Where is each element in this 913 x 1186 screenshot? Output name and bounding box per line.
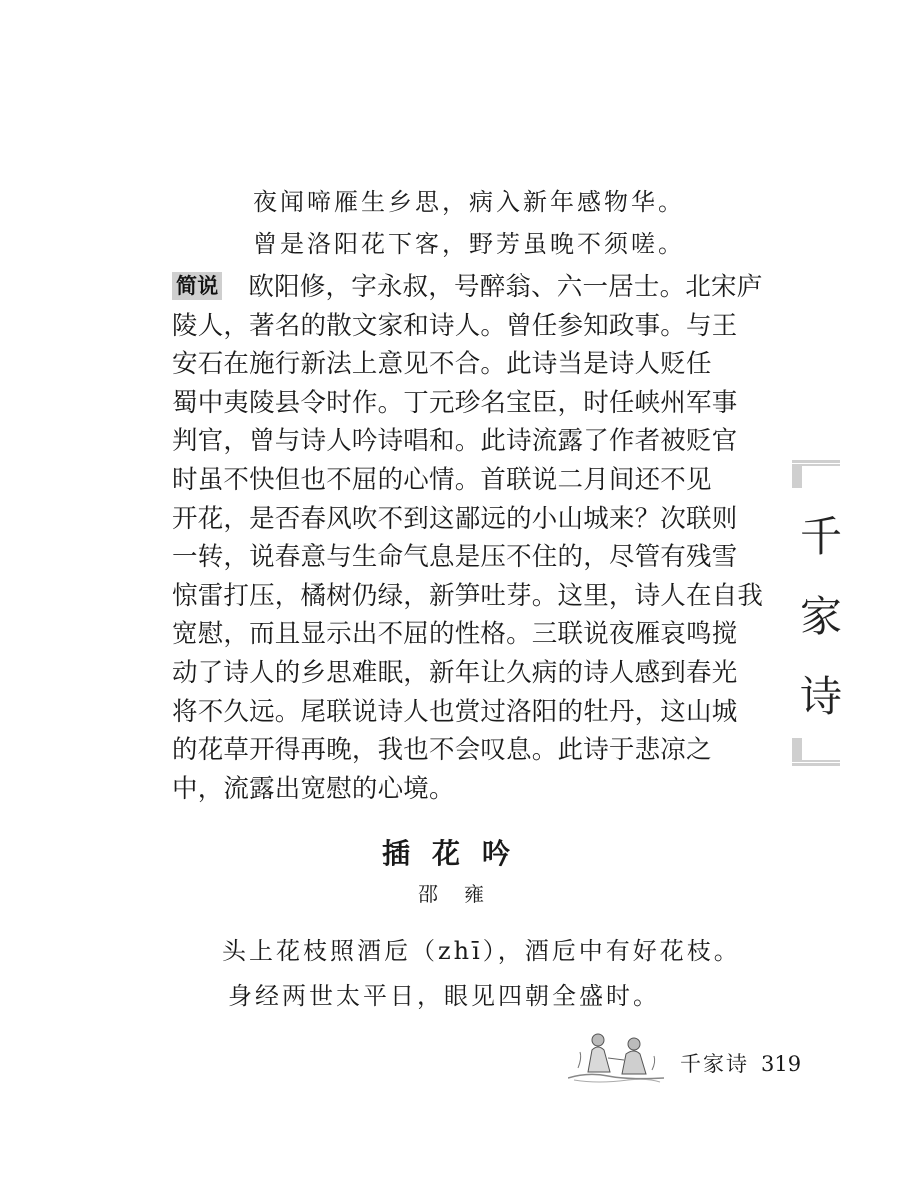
- side-char-1: 千: [800, 512, 843, 561]
- side-char-3: 诗: [800, 672, 843, 721]
- side-char-2: 家: [800, 592, 843, 641]
- commentary-line: 陵人，著名的散文家和诗人。曾任参知政事。与王: [172, 310, 738, 341]
- poem-title: 插花吟: [382, 837, 533, 870]
- side-section-tab: [792, 460, 843, 766]
- poem2-line-2: 身经两世太平日，眼见四朝全盛时。: [228, 982, 660, 1010]
- commentary-line: 开花，是否春风吹不到这鄙远的小山城来？次联则: [172, 503, 738, 534]
- commentary-line: 动了诗人的乡思难眠，新年让久病的诗人感到春光: [172, 657, 738, 688]
- commentary-line: 安石在施行新法上意见不合。此诗当是诗人贬任: [172, 349, 712, 380]
- poem-line-2: 曾是洛阳花下客，野芳虽晚不须嗟。: [253, 230, 685, 258]
- footer-book-title: 千家诗: [680, 1052, 749, 1076]
- commentary-line: 时虽不快但也不屈的心情。首联说二月间还不见: [172, 464, 712, 495]
- commentary-line: 判官，曾与诗人吟诗唱和。此诗流露了作者被贬官: [172, 426, 738, 457]
- commentary-line: 一转，说春意与生命气息是压不住的，尽管有残雪: [172, 542, 738, 573]
- two-scholars-illustration-icon: [568, 1028, 664, 1084]
- commentary-tag: 简说: [172, 272, 222, 300]
- poem-line-1: 夜闻啼雁生乡思，病入新年感物华。: [253, 188, 685, 216]
- page-number: 319: [761, 1052, 802, 1076]
- commentary: [172, 268, 764, 808]
- commentary-line: 将不久远。尾联说诗人也赏过洛阳的牡丹，这山城: [172, 696, 738, 727]
- poem-author: 邵雍: [418, 882, 510, 906]
- commentary-line: 的花草开得再晚，我也不会叹息。此诗于悲凉之: [172, 735, 712, 766]
- commentary-line: 中，流露出宽慰的心境。: [172, 773, 455, 804]
- commentary-line: 蜀中夷陵县令时作。丁元珍名宝臣，时任峡州军事: [172, 387, 738, 418]
- commentary-line: 简说 欧阳修，字永叔，号醉翁、六一居士。北宋庐: [172, 268, 746, 307]
- commentary-line: 宽慰，而且显示出不屈的性格。三联说夜雁哀鸣搅: [172, 619, 738, 650]
- commentary-line: 惊雷打压，橘树仍绿，新笋吐芽。这里，诗人在自我: [172, 580, 764, 611]
- poem2-line-1: 头上花枝照酒卮（zhī），酒卮中有好花枝。: [222, 937, 741, 965]
